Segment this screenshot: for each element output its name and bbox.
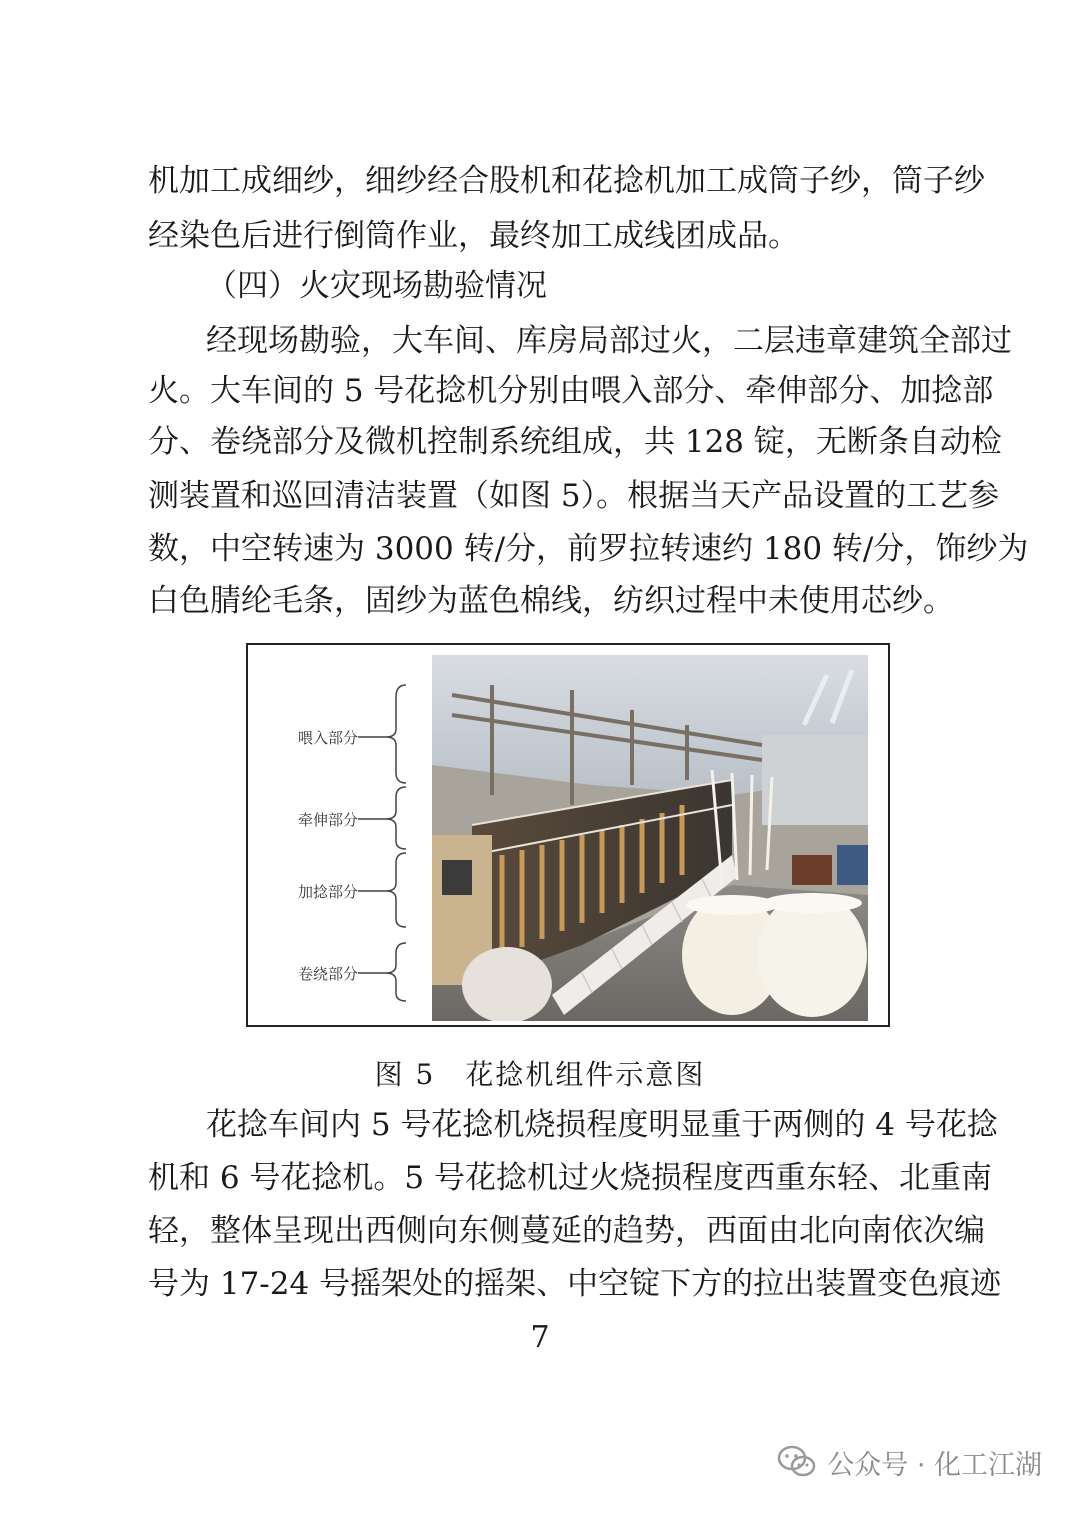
figure-frame <box>246 643 890 1027</box>
watermark <box>777 1440 1042 1484</box>
body-text-line: 经染色后进行倒筒作业，最终加工成线团成品。 <box>148 218 799 254</box>
body-text-line: 测装置和巡回清洁装置（如图 5）。根据当天产品设置的工艺参 <box>148 478 1000 514</box>
wechat-icon <box>777 1444 817 1480</box>
body-text-line: 分、卷绕部分及微机控制系统组成，共 128 锭，无断条自动检 <box>148 424 1002 460</box>
figure-caption: 图 5 花捻机组件示意图 <box>374 1058 706 1091</box>
body-text-line: 号为 17-24 号摇架处的摇架、中空锭下方的拉出装置变色痕迹 <box>148 1266 1002 1302</box>
body-text-line: 机加工成细纱，细纱经合股机和花捻机加工成筒子纱，筒子纱 <box>148 163 985 199</box>
label-draft-section: 牵伸部分 <box>297 811 358 829</box>
machine-photo <box>432 655 868 1021</box>
body-text-line: 白色腈纶毛条，固纱为蓝色棉线，纺织过程中未使用芯纱。 <box>148 583 954 619</box>
watermark-text: 公众号 · 化工江湖 <box>827 1449 1042 1481</box>
section-heading: （四）火灾现场勘验情况 <box>206 268 547 304</box>
label-twist-section: 加捻部分 <box>297 883 358 901</box>
body-text-line: 轻，整体呈现出西侧向东侧蔓延的趋势，西面由北向南依次编 <box>148 1213 985 1249</box>
body-text-line: 数，中空转速为 3000 转/分，前罗拉转速约 180 转/分，饰纱为 <box>148 531 1029 567</box>
body-text-line: 火。大车间的 5 号花捻机分别由喂入部分、牵伸部分、加捻部 <box>148 373 994 409</box>
page-number: 7 <box>530 1320 550 1355</box>
label-winding-section: 卷绕部分 <box>297 965 358 983</box>
body-text-line: 机和 6 号花捻机。5 号花捻机过火烧损程度西重东轻、北重南 <box>148 1160 993 1196</box>
body-text-line: 花捻车间内 5 号花捻机烧损程度明显重于两侧的 4 号花捻 <box>206 1107 998 1143</box>
label-feed-section: 喂入部分 <box>297 729 358 747</box>
body-text-line: 经现场勘验，大车间、库房局部过火，二层违章建筑全部过 <box>206 323 1012 359</box>
